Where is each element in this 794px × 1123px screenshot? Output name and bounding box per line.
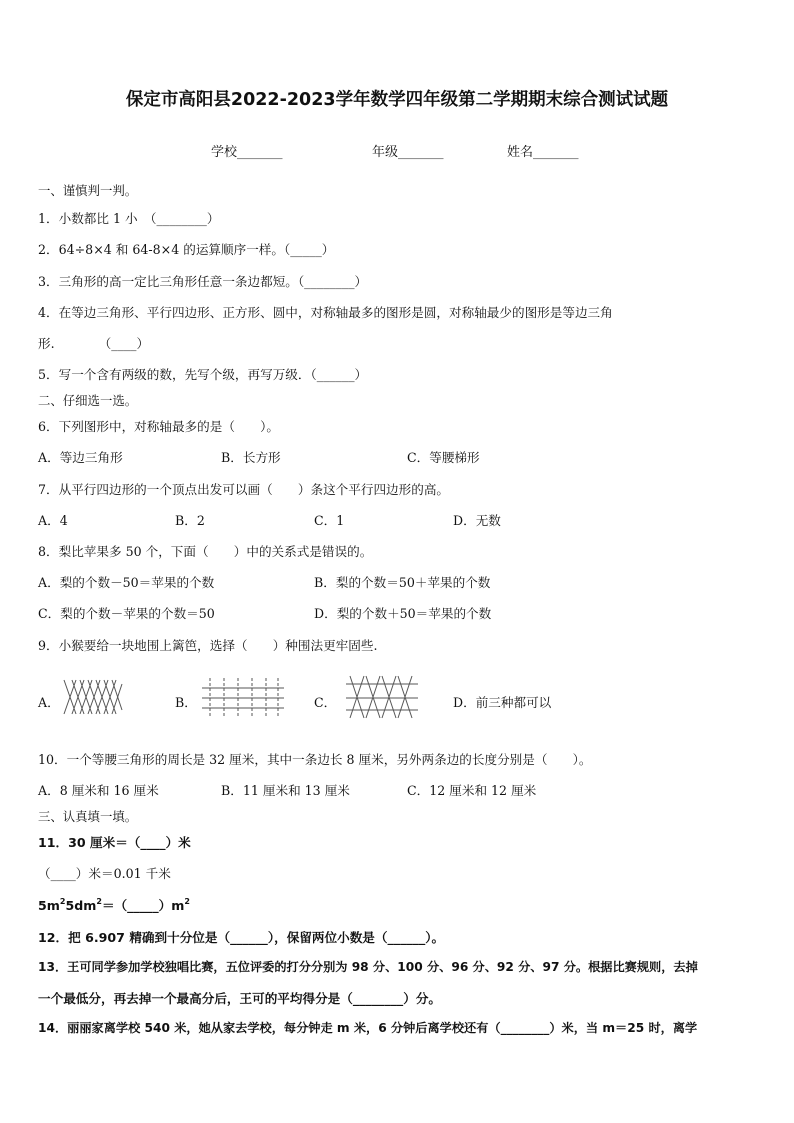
q9-option-c: C．	[314, 695, 337, 710]
section-heading-3: 三、认真填一填。	[38, 809, 138, 824]
section-heading-1: 一、谨慎判一判。	[38, 183, 138, 198]
section-heading-2: 二、仔细选一选。	[38, 393, 138, 408]
fence-figure-c	[344, 674, 420, 720]
question-13-line-2: 一个最低分，再去掉一个最高分后，王可的平均得分是（________）分。	[38, 991, 441, 1006]
q9-option-b: B．	[175, 695, 197, 710]
q11-unit-m: 5m	[38, 898, 60, 913]
q6-option-c: C．等腰梯形	[407, 450, 480, 465]
q7-option-a: A．4	[38, 513, 68, 528]
question-14: 14．丽丽家离学校 540 米，她从家去学校，每分钟走 m 米，6 分钟后离学校还有（________）米，当 m＝25 时，离学	[38, 1021, 698, 1035]
q6-option-b: B．长方形	[221, 450, 281, 465]
q8-option-b: B．梨的个数＝50＋苹果的个数	[314, 575, 491, 590]
q6-option-a: A．等边三角形	[38, 450, 123, 465]
page-title: 保定市高阳县2022-2023学年数学四年级第二学期期末综合测试试题	[125, 90, 669, 110]
grade-field: 年级_______	[372, 145, 444, 160]
q10-option-c: C．12 厘米和 12 厘米	[407, 783, 537, 798]
question-12: 12．把 6.907 精确到十分位是（______），保留两位小数是（______）。	[38, 930, 445, 945]
question-11-part-1: 11．30 厘米＝（____）米	[38, 835, 191, 850]
question-10: 10．一个等腰三角形的周长是 32 厘米，其中一条边长 8 厘米，另外两条边的长度分别是（ ）。	[38, 752, 592, 767]
question-11-part-3	[38, 895, 190, 914]
q10-option-b: B．11 厘米和 13 厘米	[221, 783, 350, 798]
question-9: 9．小猴要给一块地围上篱笆，选择（ ）种围法更牢固些.	[38, 638, 378, 653]
q11-sup-1: 2	[59, 897, 66, 906]
question-2: 2．64÷8×4 和 64-8×4 的运算顺序一样。（_____）	[38, 242, 335, 257]
question-8: 8．梨比苹果多 50 个，下面（ ）中的关系式是错误的。	[38, 544, 373, 559]
question-4-line-2: 形. （____）	[38, 336, 150, 351]
question-1: 1．小数都比 1 小 （________）	[38, 211, 220, 226]
q9-option-d: D．前三种都可以	[453, 695, 552, 710]
fence-figure-b	[200, 676, 286, 720]
q10-option-a: A．8 厘米和 16 厘米	[38, 783, 159, 798]
fence-figure-a	[62, 676, 124, 716]
q7-option-d: D．无数	[453, 513, 501, 528]
q11-sup-2: 2	[96, 897, 102, 906]
q8-option-c: C．梨的个数－苹果的个数＝50	[38, 606, 215, 621]
question-3: 3．三角形的高一定比三角形任意一条边都短。（________）	[38, 274, 368, 289]
question-11-part-2: （____）米＝0.01 千米	[38, 866, 171, 881]
q7-option-c: C．1	[314, 513, 345, 528]
q8-option-d: D．梨的个数＋50＝苹果的个数	[314, 606, 492, 621]
question-7: 7．从平行四边形的一个顶点出发可以画（ ）条这个平行四边形的高。	[38, 482, 450, 497]
q11-answer: ＝（_____）m	[101, 898, 185, 913]
school-field: 学校_______	[211, 145, 283, 160]
q7-option-b: B．2	[175, 513, 205, 528]
q8-option-a: A．梨的个数－50＝苹果的个数	[38, 575, 215, 590]
q11-sup-3: 2	[184, 897, 190, 906]
question-6: 6．下列图形中，对称轴最多的是（ ）。	[38, 419, 279, 434]
q9-option-a: A．	[38, 695, 60, 710]
name-field: 姓名_______	[507, 145, 579, 160]
question-5: 5．写一个含有两级的数，先写个级，再写万级．（______）	[38, 367, 368, 382]
q11-unit-dm: 5dm	[65, 898, 97, 913]
question-13-line-1: 13．王可同学参加学校独唱比赛，五位评委的打分分别为 98 分、100 分、96 分、92 分、97 分。根据比赛规则，去掉	[38, 960, 698, 974]
question-4-line-1: 4．在等边三角形、平行四边形、正方形、圆中，对称轴最多的图形是圆，对称轴最少的图形是等边三角	[38, 305, 613, 320]
